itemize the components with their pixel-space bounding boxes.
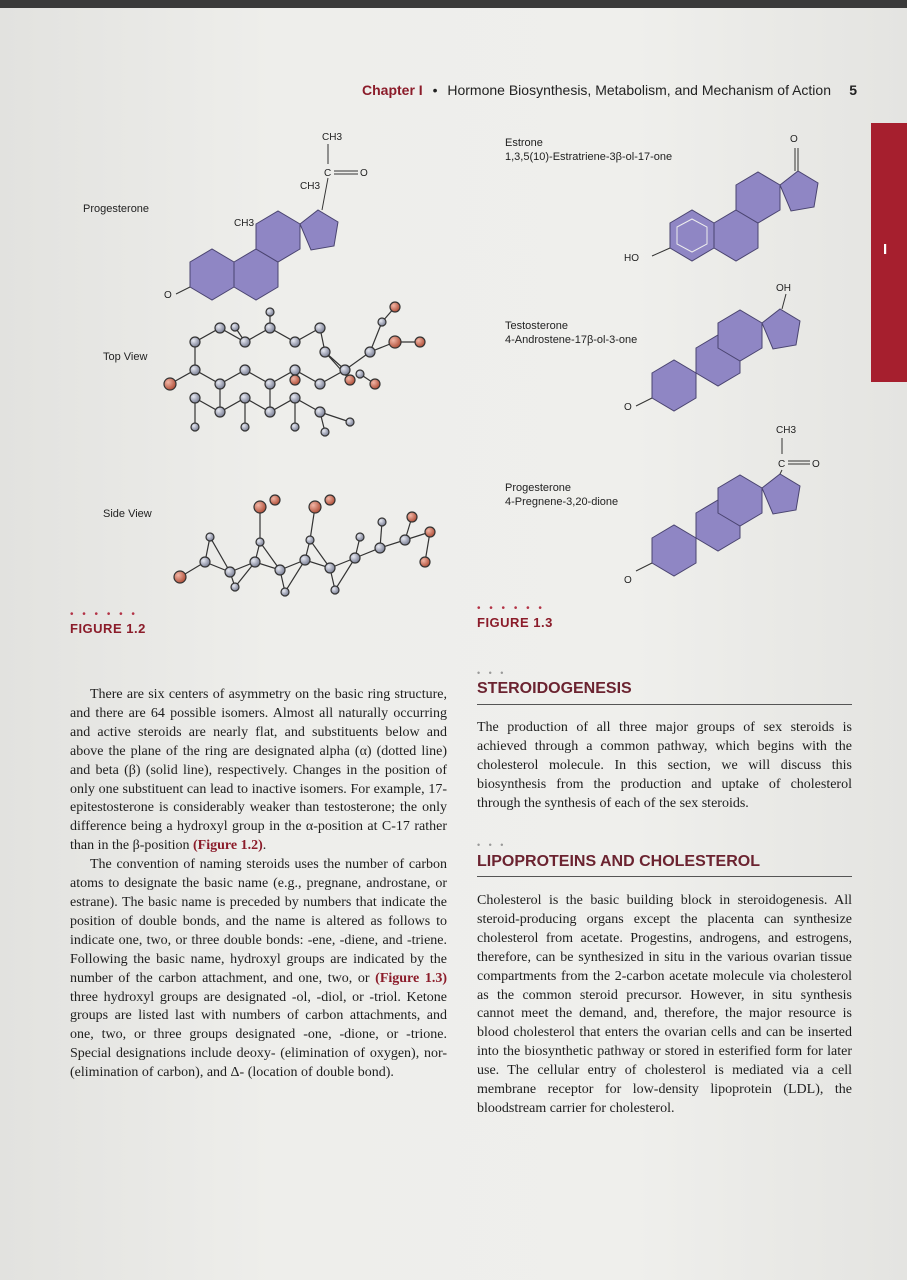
paragraph-asymmetry (70, 686, 447, 856)
fig13-testosterone-o: O (624, 402, 632, 413)
fig12-side-view-model (174, 495, 435, 596)
steroidogenesis-dots: • • • (477, 668, 507, 678)
fig12-label-progesterone: Progesterone (83, 203, 150, 215)
lipoproteins-paragraph: Cholesterol is the basic building block in steroidogenesis. All steroid-producing organs except the placenta can synthesize cholesterol from acetate. Progestins, androgens, and estrogens, therefore, can be synthesized in situ in the various ovarian tissue compartments from the 2-carbon acetate molecule via cholesterol as the common steroid precursor. However, in situ synthesis cannot meet the demand, and, therefore, the major resource is blood cholesterol that enters the ovarian cells and can be inserted into the biosynthetic pathway or stored in esterified form for later use. The cellular entry of cholesterol is mediated via a cell membrane receptor for low-density lipoprotein (LDL), the bloodstream carrier for cholesterol. (477, 893, 852, 1116)
chapter-thumb-tab (871, 123, 907, 382)
paragraph-asymmetry-text: There are six centers of asymmetry on the basic ring structure, and there are 64 possible isomers. Almost all naturally occurring and active steroids are nearly flat, and substituents below and above the plane of the ring are designated alpha (α) (dotted line) and beta (β) (solid line), respectively. Changes in the position of only one substituent can lead to inactive isomers. For example, 17-epitestosterone is considerably weaker than testosterone; the only difference being a hydroxyl group in the α-position at C-17 rather than in the β-position (70, 687, 447, 854)
fig13-structures (610, 128, 840, 598)
fig13-progesterone-carbonyl-o: O (812, 459, 820, 470)
lipoproteins-rule (477, 876, 852, 877)
fig12-progesterone-rings (190, 210, 338, 300)
chapter-label: Chapter I (362, 82, 423, 98)
lipoproteins-text (477, 892, 852, 1119)
fig12-carbonyl-o: O (360, 168, 368, 179)
steroidogenesis-heading: STEROIDOGENESIS (477, 680, 632, 697)
fig12-top-view-model (164, 302, 425, 436)
paragraph-asymmetry-end: . (262, 838, 267, 854)
fig12-dots: • • • • • • (70, 609, 138, 620)
fig13-estrone-systematic: 1,3,5(10)-Estratriene-3β-ol-17-one (505, 151, 673, 163)
running-head (362, 82, 857, 98)
fig12-label-side-view: Side View (103, 508, 152, 520)
figure-1-3-reference[interactable]: (Figure 1.3) (375, 970, 447, 986)
fig13-caption-label: FIGURE 1.3 (477, 615, 553, 630)
fig13-testosterone-systematic: 4-Androstene-17β-ol-3-one (505, 334, 638, 346)
fig12-caption-label: FIGURE 1.2 (70, 621, 146, 636)
steroidogenesis-rule (477, 704, 852, 705)
fig12-ch3-top: CH3 (322, 132, 343, 143)
top-edge-shadow (0, 0, 907, 8)
paragraph-naming-convention (70, 856, 447, 1083)
paragraph-naming-text-end: three hydroxyl groups are designated -ol, -diol, or -triol. Ketone groups are listed last with numbers of carbon attachments, and one, two, or three groups designated -one, -dione, or -trione. Special designations include deoxy- (elimination of oxygen), nor- (elimination of carbon), and Δ- (location of double bond). (70, 989, 447, 1081)
fig12-ch3-ring: CH3 (234, 218, 255, 229)
lipoproteins-dots: • • • (477, 840, 507, 850)
header-bullet: • (432, 82, 438, 98)
figure-1-2-reference[interactable]: (Figure 1.2) (193, 838, 263, 854)
lipoproteins-heading: LIPOPROTEINS AND CHOLESTEROL (477, 853, 760, 870)
fig12-carbonyl-c: C (324, 168, 332, 179)
fig13-progesterone-structure (652, 474, 800, 576)
fig13-estrone-ho: HO (624, 253, 639, 264)
fig13-progesterone-systematic: 4-Pregnene-3,20-dione (505, 496, 619, 508)
chapter-title: Hormone Biosynthesis, Metabolism, and Mechanism of Action (447, 82, 831, 98)
fig12-oxygen-atom: O (164, 290, 172, 301)
fig12-molecule-diagram (150, 122, 450, 602)
left-column-text (70, 686, 447, 1083)
fig13-dots: • • • • • • (477, 603, 545, 614)
fig12-ch3-mid: CH3 (300, 181, 321, 192)
fig13-estrone-o: O (790, 134, 798, 145)
steroidogenesis-paragraph: The production of all three major groups of sex steroids is achieved through a common pathway, which begins with the cholesterol molecule. In this section, we will discuss this biosynthesis from the production and uptake of cholesterol through the synthesis of each of the sex steroids. (477, 720, 852, 811)
fig12-label-top-view: Top View (103, 351, 148, 363)
fig13-estrone-name: Estrone (505, 137, 543, 149)
paragraph-naming-text: The convention of naming steroids uses the number of carbon atoms to designate the basic name (e.g., pregnane, androstane, or estrane). The basic name is preceded by numbers that indicate the position of double bonds, and the name is altered as follows to indicate one, two, or three double bonds: -ene, -diene, and -triene. Following the basic name, hydroxyl groups are indicated by the number of the carbon attachment, and one, two, or (70, 857, 447, 986)
fig13-testosterone-name: Testosterone (505, 320, 568, 332)
page-number: 5 (849, 82, 857, 98)
fig13-progesterone-name: Progesterone (505, 482, 572, 494)
steroidogenesis-text (477, 719, 852, 814)
fig13-progesterone-o: O (624, 575, 632, 586)
fig13-testosterone-structure (652, 309, 800, 411)
fig13-estrone-structure (670, 171, 818, 261)
fig13-progesterone-c: C (778, 459, 786, 470)
thumb-tab-label: I (883, 241, 888, 258)
fig13-testosterone-oh: OH (776, 283, 791, 294)
fig13-progesterone-ch3: CH3 (776, 425, 797, 436)
